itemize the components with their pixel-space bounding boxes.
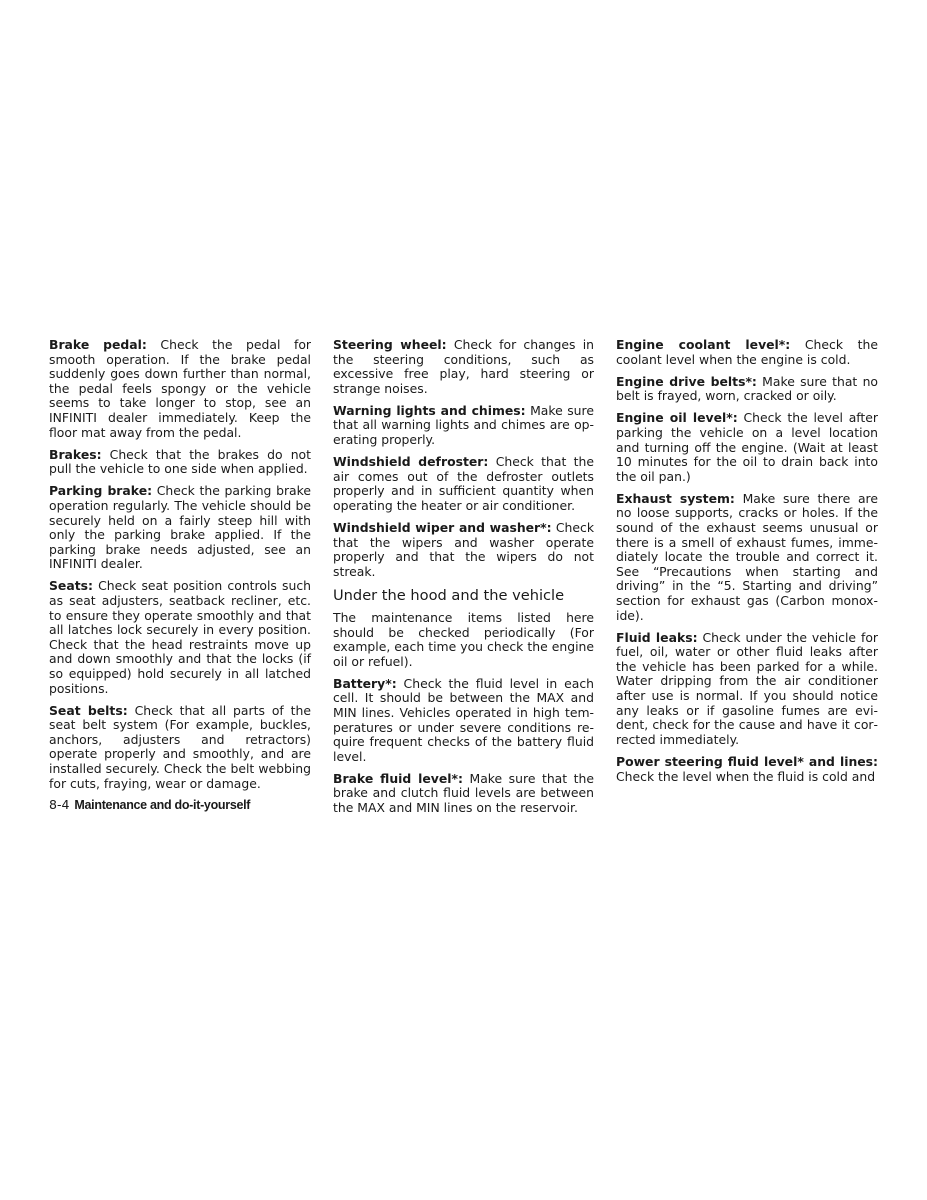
- paragraph-engine-oil: [616, 411, 878, 484]
- page-footer: [49, 797, 250, 812]
- paragraph-drive-belts: [616, 375, 878, 404]
- paragraph-lead: Windshield wiper and washer*:: [333, 520, 552, 536]
- paragraph-parking-brake: [49, 484, 311, 572]
- paragraph-text: Check the parking brake operation regularly. The vehicle should be securely held on a fairly steep hill with only the parking brake applied. If the parking brake needs adjusted, see an INFINITI dealer.: [49, 483, 311, 572]
- paragraph-lead: Engine coolant level*:: [616, 337, 791, 352]
- paragraph-brake-fluid: [333, 772, 594, 816]
- paragraph-lead: Power steering fluid level* and lines:: [616, 753, 878, 769]
- column-left: [49, 338, 311, 799]
- paragraph-text: Check under the vehicle for fuel, oil, water or other fluid leaks after the vehicle has been parked for a while. Water dripping from the air conditioner after use is normal. If you should notice any leaks or if gasoline fumes are evident, check for the cause and have it corrected immediately.: [616, 629, 878, 747]
- paragraph-text: Make sure that no belt is frayed, worn, cracked or oily.: [616, 373, 879, 404]
- paragraph-lead: Brake pedal:: [49, 337, 147, 352]
- paragraph-warning-lights: [333, 404, 594, 448]
- paragraph-lead: Seat belts:: [49, 702, 128, 718]
- paragraph-steering-wheel: [333, 338, 594, 396]
- paragraph-brakes: [49, 448, 311, 477]
- paragraph-windshield-wiper: [333, 521, 594, 579]
- paragraph-lead: Seats:: [49, 578, 93, 594]
- paragraph-text: Check seat position controls such as seat adjusters, seatback recliner, etc. to ensure they operate smoothly and that all latches lock securely in every position. Check that the head restraints move up and down smoothly and that the locks (if so equipped) hold securely in all latched positions.: [49, 578, 311, 696]
- paragraph-text: Check the coolant level when the engine is cold.: [616, 337, 878, 367]
- paragraph-text: Check that the wipers and washer operate properly and that the wipers do not streak.: [333, 520, 594, 579]
- paragraph-text: Make sure that all warning lights and chimes are operating properly.: [333, 402, 594, 448]
- page-number: 8-4: [49, 797, 70, 812]
- paragraph-lead: Windshield defroster:: [333, 454, 489, 470]
- paragraph-engine-coolant: [616, 338, 878, 367]
- paragraph-text: Check the level when the fluid is cold and: [616, 768, 876, 784]
- paragraph-seats: [49, 579, 311, 696]
- column-middle: [333, 338, 594, 823]
- paragraph-windshield-defroster: [333, 455, 594, 513]
- paragraph-fluid-leaks: [616, 631, 878, 748]
- paragraph-intro: [333, 611, 594, 669]
- paragraph-text: Check for changes in the steering conditions, such as excessive free play, hard steering or strange noises.: [333, 337, 595, 396]
- section-heading: Under the hood and the vehicle: [333, 586, 565, 604]
- paragraph-text: Check that the air comes out of the defroster outlets properly and in sufficient quantity when operating the heater or air conditioner.: [333, 454, 594, 513]
- column-right: [616, 338, 878, 792]
- paragraph-lead: Parking brake:: [49, 483, 153, 499]
- paragraph-text: Check that the brakes do not pull the vehicle to one side when applied.: [49, 446, 311, 477]
- paragraph-power-steering: [616, 755, 878, 784]
- paragraph-text: Check the fluid level in each cell. It should be between the MAX and MIN lines. Vehicles operated in high temperatures or under severe conditions require frequent checks of the battery fluid level.: [333, 675, 594, 764]
- paragraph-lead: Warning lights and chimes:: [333, 402, 526, 418]
- paragraph-text: Check the level after parking the vehicle on a level location and turning off the engine. (Wait at least 10 minutes for the oil to drain back into the oil pan.): [616, 410, 879, 484]
- paragraph-lead: Steering wheel:: [333, 337, 447, 352]
- paragraph-battery: [333, 677, 594, 765]
- paragraph-lead: Exhaust system:: [616, 490, 735, 506]
- paragraph-exhaust-system: [616, 492, 878, 623]
- paragraph-text: Make sure there are no loose supports, cracks or holes. If the sound of the exhaust seems unusual or there is a smell of exhaust fumes, immediately locate the trouble and correct it. See “Precautions when starting and driving” in the “5. Starting and driving” section for exhaust gas (Carbon monoxide).: [616, 490, 879, 623]
- paragraph-lead: Fluid leaks:: [616, 629, 698, 645]
- paragraph-lead: Engine drive belts*:: [616, 373, 757, 389]
- paragraph-brake-pedal: [49, 338, 311, 440]
- paragraph-lead: Brakes:: [49, 446, 102, 462]
- paragraph-text: Check the pedal for smooth operation. If the brake pedal suddenly goes down further than normal, the pedal feels spongy or the vehicle seems to take longer to stop, see an INFINITI dealer immediately. Keep the floor mat away from the pedal.: [49, 337, 311, 440]
- paragraph-seat-belts: [49, 704, 311, 792]
- paragraph-lead: Engine oil level*:: [616, 410, 738, 426]
- paragraph-lead: Brake fluid level*:: [333, 770, 463, 786]
- paragraph-text: Make sure that the brake and clutch fluid levels are between the MAX and MIN lines on the reservoir.: [333, 770, 594, 816]
- section-title: Maintenance and do-it-yourself: [74, 798, 251, 812]
- paragraph-text: Check that all parts of the seat belt system (For example, buckles, anchors, adjusters and retractors) operate properly and smoothly, and are installed securely. Check the belt webbing for cuts, fraying, wear or damage.: [49, 702, 312, 791]
- paragraph-text: The maintenance items listed here should be checked periodically (For example, each time you check the engine oil or refuel).: [333, 609, 594, 669]
- paragraph-lead: Battery*:: [333, 675, 397, 691]
